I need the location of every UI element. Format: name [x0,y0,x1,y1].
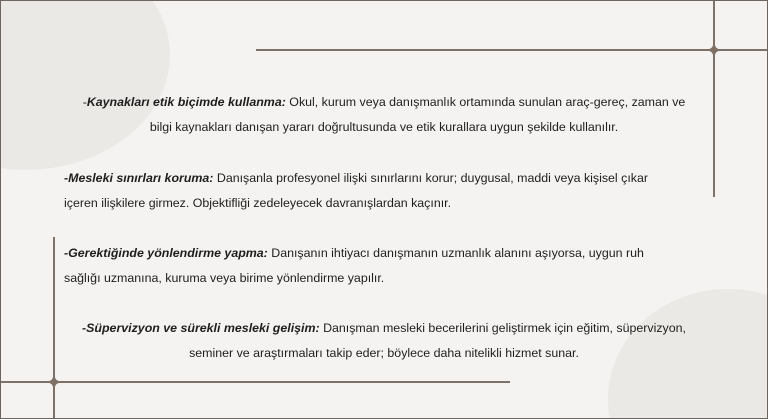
section-professional-boundaries [64,166,704,216]
section-supervision [48,316,720,366]
section-line-1 [48,90,720,115]
section-body-line-1: Danışanın ihtiyacı danışmanın uzmanlık alanını aşıyorsa, uygun ruh [267,246,644,260]
section-line-1 [64,166,704,191]
sparkle-icon-bottom-left [44,372,64,392]
section-referral [64,241,704,291]
section-body-line-2: seminer ve araştırmaları takip eder; böylece daha nitelikli hizmet sunar. [189,346,579,360]
section-body-line-2: bilgi kaynakları danışan yararı doğrultusunda ve etik kurallara uygun şekilde kullanılır. [149,120,619,134]
section-body-line-1: Danışanla profesyonel ilişki sınırlarını korur; duygusal, maddi veya kişisel çıkar [213,171,648,185]
section-title: Kaynakları etik biçimde kullanma: [86,95,286,109]
section-body-line-2: içeren ilişkilere girmez. Objektifliği zedeleyecek davranışlardan kaçınır. [64,196,452,210]
section-line-1 [64,241,704,266]
section-body-line-2: sağlığı uzmanına, kuruma veya birime yönlendirme yapılır. [64,271,385,285]
section-body-line-1: Okul, kurum veya danışmanlık ortamında sunulan araç-gereç, zaman ve [285,95,686,109]
top-divider-line [256,49,768,51]
section-line-1 [48,316,720,341]
section-title: -Mesleki sınırları koruma: [64,171,214,185]
section-body-line-1: Danışman mesleki becerilerini geliştirmek için eğitim, süpervizyon, [319,321,686,335]
decorative-blob-top-left [0,0,170,170]
section-title: -Gerektiğinde yönlendirme yapma: [64,246,268,260]
sparkle-icon-top-right [704,40,724,60]
section-resource-ethics [48,90,720,140]
bottom-divider-line [0,381,510,383]
section-title: -Süpervizyon ve sürekli mesleki gelişim: [82,321,320,335]
section-prefix: - [82,95,87,109]
